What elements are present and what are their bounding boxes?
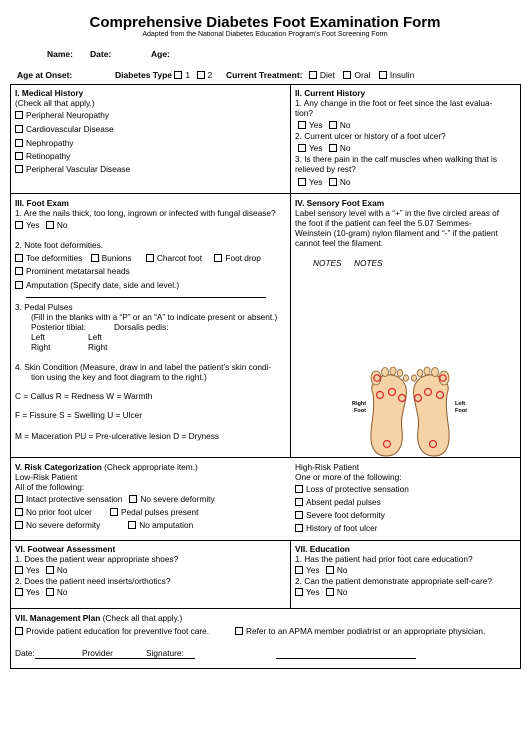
- foot-exam-title: III. Foot Exam: [15, 198, 69, 208]
- column-divider-bottom: [290, 540, 291, 608]
- type-2-checkbox[interactable]: [197, 71, 205, 79]
- q3-yes-checkbox[interactable]: [298, 178, 306, 186]
- footwear-q1: 1. Does the patient wear appropriate shoes?: [15, 554, 179, 564]
- foot-exam-q4: 4. Skin Condition (Measure, draw in and label the patient’s skin condi-: [15, 362, 272, 372]
- column-divider-top: [290, 84, 291, 458]
- sensory-line-1: Label sensory level with a “+” in the five circled areas of: [295, 208, 500, 218]
- foot-exam-q3: 3. Pedal Pulses: [15, 302, 73, 312]
- posterior-tibial-label: Posterior tibial:: [31, 322, 86, 332]
- pedal-pulses-checkbox[interactable]: [110, 508, 118, 516]
- history-item-pvd[interactable]: Peripheral Vascular Disease: [15, 164, 130, 174]
- charcot-checkbox[interactable]: [146, 254, 154, 262]
- neuropathy-checkbox[interactable]: [15, 111, 23, 119]
- education-q2-answers: Yes No: [295, 587, 347, 597]
- notes-label-1: NOTES: [313, 258, 342, 268]
- risk-title-note: (Check appropriate item.): [101, 462, 198, 472]
- education-q2: 2. Can the patient demonstrate appropriate self-care?: [295, 576, 492, 586]
- current-q3-answers: Yes No: [298, 177, 350, 187]
- low-risk-sub: All of the following:: [15, 482, 85, 492]
- diabetes-type-group: [115, 70, 212, 80]
- shoes-yes-checkbox[interactable]: [15, 566, 23, 574]
- amputation-row[interactable]: Amputation (Specify date, side and level.): [15, 280, 179, 290]
- foot-exam-q2: 2. Note foot deformities.: [15, 240, 104, 250]
- selfcare-yes-checkbox[interactable]: [295, 588, 303, 596]
- education-yes-checkbox[interactable]: [295, 566, 303, 574]
- q2-no-checkbox[interactable]: [329, 144, 337, 152]
- education-plan-checkbox[interactable]: [15, 627, 23, 635]
- education-q1-answers: Yes No: [295, 565, 347, 575]
- posterior-left: Left: [31, 332, 45, 342]
- current-history-title: II. Current History: [295, 88, 366, 98]
- medical-history-instruction: (Check all that apply.): [15, 98, 95, 108]
- inserts-no-checkbox[interactable]: [46, 588, 54, 596]
- footwear-q2: 2. Does the patient need inserts/orthotics?: [15, 576, 171, 586]
- sensory-line-3: Weinstein (10-gram) nylon filament and “-” if the patient: [295, 228, 498, 238]
- bunions-checkbox[interactable]: [91, 254, 99, 262]
- no-prior-ulcer-checkbox[interactable]: [15, 508, 23, 516]
- education-no-checkbox[interactable]: [326, 566, 334, 574]
- current-q1b: tion?: [295, 108, 313, 118]
- skin-key-2: F = Fissure S = Swelling U = Ulcer: [15, 410, 143, 420]
- foot-exam-q1-answers: Yes No: [15, 220, 67, 230]
- q2-yes-checkbox[interactable]: [298, 144, 306, 152]
- low-risk-row-2: No prior foot ulcer Pedal pulses present: [15, 507, 198, 517]
- intact-sensation-checkbox[interactable]: [15, 495, 23, 503]
- no-severe-deformity-2-checkbox[interactable]: [15, 521, 23, 529]
- no-severe-deformity-checkbox[interactable]: [129, 495, 137, 503]
- prominent-row[interactable]: Prominent metatarsal heads: [15, 266, 130, 276]
- divider-1: [10, 193, 521, 194]
- skin-key-1: C = Callus R = Redness W = Warmth: [15, 391, 153, 401]
- provider-line[interactable]: [35, 658, 195, 659]
- current-treatment-label: Current Treatment:: [226, 70, 303, 80]
- oral-checkbox[interactable]: [343, 71, 351, 79]
- deformity-row: Toe deformities Bunions Charcot foot Foot drop: [15, 253, 261, 263]
- date-label: Date:: [90, 49, 112, 59]
- management-option-2[interactable]: Refer to an APMA member podiatrist or an appropriate physician.: [235, 626, 485, 636]
- prominent-checkbox[interactable]: [15, 267, 23, 275]
- toe-deformities-checkbox[interactable]: [15, 254, 23, 262]
- current-q1-answers: Yes No: [298, 120, 350, 130]
- type-1-checkbox[interactable]: [174, 71, 182, 79]
- posterior-right: Right: [31, 342, 51, 352]
- amputation-line[interactable]: [26, 297, 266, 298]
- history-ulcer-checkbox[interactable]: [295, 524, 303, 532]
- risk-title: V. Risk Categorization: [15, 462, 102, 472]
- nails-no-checkbox[interactable]: [46, 221, 54, 229]
- dorsalis-left: Left: [88, 332, 102, 342]
- shoes-no-checkbox[interactable]: [46, 566, 54, 574]
- current-q2: 2. Current ulcer or history of a foot ulcer?: [295, 131, 446, 141]
- medical-history-title: I. Medical History: [15, 88, 84, 98]
- inserts-yes-checkbox[interactable]: [15, 588, 23, 596]
- high-risk-item-1[interactable]: Loss of protective sensation: [295, 484, 409, 494]
- diet-checkbox[interactable]: [309, 71, 317, 79]
- management-title: VII. Management Plan: [15, 613, 101, 623]
- management-title-row: [15, 613, 182, 623]
- diabetes-type-label: Diabetes Type: [115, 70, 173, 80]
- high-risk-sub: One or more of the following:: [295, 472, 402, 482]
- high-risk-item-4[interactable]: History of foot ulcer: [295, 523, 377, 533]
- amputation-checkbox[interactable]: [15, 281, 23, 289]
- education-title: VII. Education: [295, 544, 350, 554]
- form-title: Comprehensive Diabetes Foot Examination Form: [89, 14, 441, 31]
- type-1-label: 1: [185, 70, 191, 80]
- age-onset-label: Age at Onset:: [17, 70, 73, 80]
- right-foot-label-2: Foot: [354, 408, 366, 414]
- left-foot-label-1: Left: [455, 401, 466, 407]
- education-q1: 1. Has the patient had prior foot care education?: [295, 554, 473, 564]
- pvd-checkbox[interactable]: [15, 165, 23, 173]
- foot-drop-checkbox[interactable]: [214, 254, 222, 262]
- history-item-cardiovascular[interactable]: Cardiovascular Disease: [15, 124, 114, 134]
- nephropathy-checkbox[interactable]: [15, 139, 23, 147]
- dorsalis-right: Right: [88, 342, 108, 352]
- q1-yes-checkbox[interactable]: [298, 121, 306, 129]
- footwear-q1-answers: Yes No: [15, 565, 67, 575]
- signature-line[interactable]: [276, 658, 416, 659]
- insulin-checkbox[interactable]: [379, 71, 387, 79]
- skin-key-3: M = Maceration PU = Pre-ulcerative lesion D = Dryness: [15, 431, 220, 441]
- form-subtitle: Adapted from the National Diabetes Education Program's Foot Screening Form: [142, 31, 388, 38]
- current-q3: 3. Is there pain in the calf muscles when walking that is: [295, 154, 497, 164]
- left-foot-label-2: Foot: [455, 408, 467, 414]
- q3-no-checkbox[interactable]: [329, 178, 337, 186]
- nails-yes-checkbox[interactable]: [15, 221, 23, 229]
- foot-exam-q4b: tion using the key and foot diagram to the right.): [31, 372, 207, 382]
- risk-title-row: [15, 462, 198, 472]
- history-item-nephropathy[interactable]: Nephropathy: [15, 138, 74, 148]
- dorsalis-pedis-label: Dorsalis pedis:: [114, 322, 169, 332]
- history-item-retinopathy[interactable]: Retinopathy: [15, 151, 70, 161]
- insulin-label: Insulin: [389, 70, 415, 80]
- loss-sensation-checkbox[interactable]: [295, 485, 303, 493]
- history-item-neuropathy[interactable]: Peripheral Neuropathy: [15, 110, 109, 120]
- foot-exam-q1: 1. Are the nails thick, too long, ingrown or infected with fungal disease?: [15, 208, 276, 218]
- high-risk-item-2[interactable]: Absent pedal pulses: [295, 497, 381, 507]
- q1-no-checkbox[interactable]: [329, 121, 337, 129]
- current-q2-answers: Yes No: [298, 143, 350, 153]
- sensory-line-4: cannot feel the filament.: [295, 238, 384, 248]
- name-label: Name:: [47, 49, 73, 59]
- management-signature-label: Signature:: [146, 648, 184, 658]
- oral-label: Oral: [354, 70, 371, 80]
- management-date-label: Date:: [15, 648, 35, 658]
- right-foot-label-1: Right: [352, 401, 367, 407]
- management-provider-label: Provider: [82, 648, 113, 658]
- low-risk-title: Low-Risk Patient: [15, 472, 78, 482]
- current-q3b: relieved by rest?: [295, 164, 356, 174]
- diet-label: Diet: [319, 70, 336, 80]
- divider-4: [10, 608, 521, 609]
- severe-deformity-checkbox[interactable]: [295, 511, 303, 519]
- management-option-1[interactable]: Provide patient education for preventive foot care.: [15, 626, 209, 636]
- high-risk-item-3[interactable]: Severe foot deformity: [295, 510, 385, 520]
- refer-checkbox[interactable]: [235, 627, 243, 635]
- sensory-exam-title: IV. Sensory Foot Exam: [295, 198, 385, 208]
- retinopathy-checkbox[interactable]: [15, 152, 23, 160]
- notes-label-2: NOTES: [354, 258, 383, 268]
- no-amputation-checkbox[interactable]: [128, 521, 136, 529]
- low-risk-row-1: Intact protective sensation No severe deformity: [15, 494, 215, 504]
- age-label: Age:: [151, 49, 170, 59]
- foot-diagram: [340, 362, 480, 462]
- footwear-q2-answers: Yes No: [15, 587, 67, 597]
- high-risk-title: High-Risk Patient: [295, 462, 360, 472]
- cardiovascular-checkbox[interactable]: [15, 125, 23, 133]
- selfcare-no-checkbox[interactable]: [326, 588, 334, 596]
- footwear-title: VI. Footwear Assessment: [15, 544, 116, 554]
- current-q1: 1. Any change in the foot or feet since the last evalua-: [295, 98, 493, 108]
- management-title-note: (Check all that apply.): [100, 613, 183, 623]
- divider-3: [10, 540, 521, 541]
- foot-exam-q3b: (Fill in the blanks with a “P” or an “A” to indicate present or absent.): [31, 312, 278, 322]
- low-risk-row-3: No severe deformity No amputation: [15, 520, 193, 530]
- treatment-group: [226, 70, 414, 80]
- absent-pulses-checkbox[interactable]: [295, 498, 303, 506]
- type-2-label: 2: [207, 70, 213, 80]
- sensory-line-2: the foot if the patient can feel the 5.07 Semmes-: [295, 218, 472, 228]
